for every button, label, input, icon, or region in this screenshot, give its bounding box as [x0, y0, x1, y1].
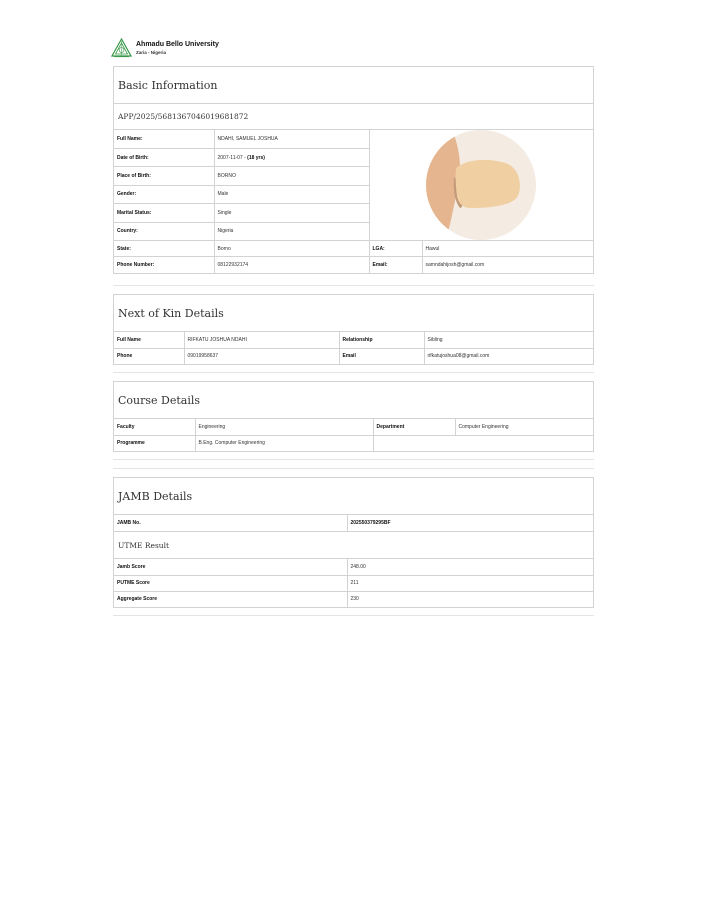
kin-name-label: Full Name [114, 332, 184, 348]
gender-label: Gender: [114, 185, 214, 203]
table-row [114, 575, 593, 591]
jamb-number-label: JAMB No. [114, 515, 347, 531]
section-divider [113, 459, 594, 460]
state-label: State: [114, 241, 214, 257]
jamb-score-value: 248.00 [347, 559, 593, 575]
country-label: Country: [114, 222, 214, 240]
jamb-number-table [114, 515, 593, 531]
kin-phone-label: Phone [114, 348, 184, 364]
putme-score-label: PUTME Score [114, 575, 347, 591]
utme-result-table [114, 559, 593, 607]
department-value: Computer Engineering [455, 419, 593, 435]
section-divider [113, 285, 594, 286]
section-divider [113, 372, 594, 373]
aggregate-score-label: Aggregate Score [114, 591, 347, 607]
course-details-title: Course Details [114, 382, 593, 419]
programme-value: B.Eng. Computer Engineering [195, 435, 373, 451]
aggregate-score-value: 230 [347, 591, 593, 607]
table-row [114, 241, 593, 257]
university-text [136, 40, 219, 56]
photo-cell [369, 130, 593, 241]
next-of-kin-title: Next of Kin Details [114, 295, 593, 332]
kin-name-value: RIFKATU JOSHUA NDAHI [184, 332, 339, 348]
table-row [114, 515, 593, 531]
empty-cell [373, 435, 593, 451]
marital-status-value: Single [214, 204, 369, 222]
application-number: APP/2025/5681367046019681872 [114, 104, 593, 130]
email-label: Email: [369, 257, 422, 273]
basic-information-table [114, 130, 593, 273]
table-row [114, 559, 593, 575]
phone-number-label: Phone Number: [114, 257, 214, 273]
university-name: Ahmadu Bello University [136, 41, 219, 48]
kin-email-value: rifkatujoshua08@gmail.com [424, 348, 593, 364]
section-divider [113, 615, 594, 616]
jamb-details-title: JAMB Details [114, 478, 593, 515]
place-of-birth-value: BORNO [214, 167, 369, 185]
country-value: Nigeria [214, 222, 369, 240]
university-logo-icon [111, 38, 132, 58]
full-name-label: Full Name: [114, 130, 214, 148]
state-value: Borno [214, 241, 369, 257]
age-badge: (18 yrs) [247, 154, 265, 161]
table-row [114, 257, 593, 273]
table-row [114, 348, 593, 364]
table-row [114, 130, 593, 148]
applicant-photo [426, 130, 536, 240]
date-of-birth-value [214, 148, 369, 166]
jamb-score-label: Jamb Score [114, 559, 347, 575]
programme-label: Programme [114, 435, 195, 451]
department-label: Department [373, 419, 455, 435]
jamb-details-section [113, 477, 594, 608]
faculty-label: Faculty [114, 419, 195, 435]
next-of-kin-table [114, 332, 593, 364]
putme-score-value: 211 [347, 575, 593, 591]
jamb-number-value: 202550379295BF [347, 515, 593, 531]
kin-relationship-label: Relationship [339, 332, 424, 348]
kin-relationship-value: Sibling [424, 332, 593, 348]
university-location: Zaria - Nigeria [136, 50, 167, 55]
next-of-kin-section [113, 294, 594, 365]
course-details-section [113, 381, 594, 452]
table-row [114, 435, 593, 451]
lga-label: LGA: [369, 241, 422, 257]
kin-email-label: Email [339, 348, 424, 364]
table-row [114, 591, 593, 607]
table-row [114, 332, 593, 348]
course-details-table [114, 419, 593, 451]
full-name-value: NDAHI, SAMUEL JOSHUA [214, 130, 369, 148]
marital-status-label: Marital Status: [114, 204, 214, 222]
basic-information-section [113, 66, 594, 274]
section-divider [113, 468, 594, 469]
lga-value: Hawul [422, 241, 593, 257]
faculty-value: Engineering [195, 419, 373, 435]
phone-number-value: 08122932174 [214, 257, 369, 273]
place-of-birth-label: Place of Birth: [114, 167, 214, 185]
table-row [114, 419, 593, 435]
basic-information-title: Basic Information [114, 67, 593, 104]
kin-phone-value: 09019958637 [184, 348, 339, 364]
date-of-birth-label: Date of Birth: [114, 148, 214, 166]
university-header [111, 38, 219, 58]
date-of-birth-date: 2007-11-07 - [217, 154, 248, 161]
gender-value: Male [214, 185, 369, 203]
utme-result-title: UTME Result [114, 531, 593, 559]
email-value: samndahijosh@gmail.com [422, 257, 593, 273]
